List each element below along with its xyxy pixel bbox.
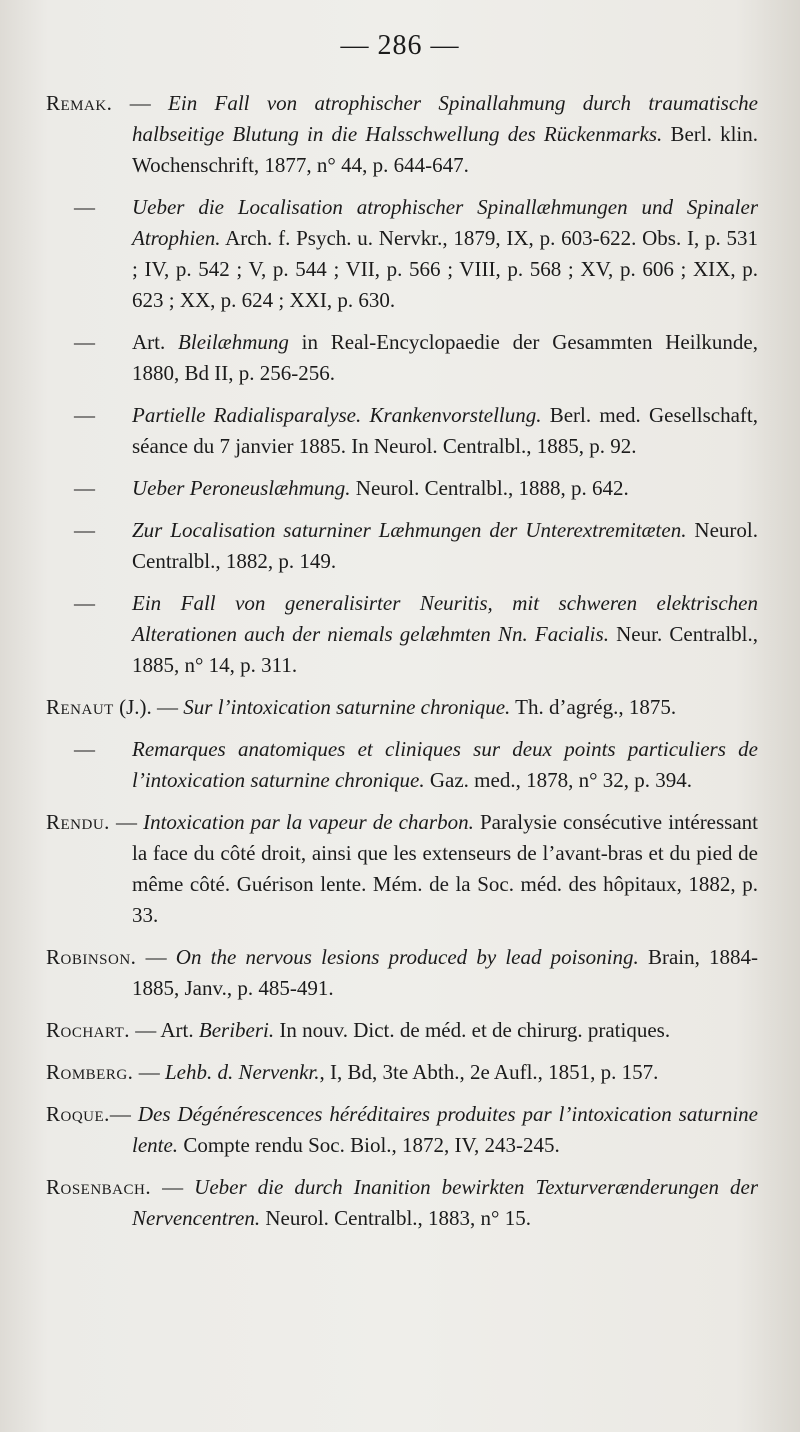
entry-title: Beriberi. xyxy=(198,1018,275,1042)
bibliography-entry xyxy=(46,400,758,462)
entry-author: Rosenbach. xyxy=(46,1175,152,1199)
entry-citation: Berl. med. Gesellschaft, séance du 7 janvier 1885. In Neurol. Centralbl., 1885, p. 92. xyxy=(132,403,758,458)
entry-prefix: Art. xyxy=(160,1018,199,1042)
entry-citation: Brain, 1884-1885, Janv., p. 485-491. xyxy=(132,945,759,1000)
entry-title: Ueber die Localisation atrophischer Spinallæhmungen und Spinaler Atrophien. xyxy=(132,195,758,250)
entry-citation: In nouv. Dict. de méd. et de chirurg. pratiques. xyxy=(274,1018,671,1042)
entry-author: Rendu. xyxy=(46,810,110,834)
entry-dash: — xyxy=(74,330,95,354)
bibliography-entry xyxy=(46,88,758,181)
bibliography-entry xyxy=(46,942,758,1004)
entry-title: Ein Fall von generalisirter Neuritis, mit schweren elektrischen Alterationen auch der niemals gelæhmten Nn. Facialis. xyxy=(132,591,758,646)
entry-title: Partielle Radialisparalyse. Krankenvorstellung. xyxy=(132,403,542,427)
entry-separator: — xyxy=(151,1175,195,1199)
bibliography-entry xyxy=(46,192,758,316)
entry-citation: in Real-Encyclopaedie der Gesammten Heilkunde, 1880, Bd II, p. 256-256. xyxy=(132,330,758,385)
entry-dash: — xyxy=(74,737,95,761)
entry-separator: — xyxy=(112,91,169,115)
entry-citation: , I, Bd, 3te Abth., 2e Aufl., 1851, p. 157. xyxy=(319,1060,659,1084)
entry-citation: Arch. f. Psych. u. Nervkr., 1879, IX, p. 603-622. Obs. I, p. 531 ; IV, p. 542 ; V, p. 544 ; VII, p. 566 ; VIII, p. 568 ; XV, p. 606 ; XIX, p. 623 ; XX, p. 624 ; XXI, p. 630. xyxy=(132,226,758,312)
entry-title: Des Dégénérescences héréditaires produites par l’intoxication saturnine lente. xyxy=(132,1102,758,1157)
entry-title: Lehb. d. Nervenkr. xyxy=(164,1060,320,1084)
page-number: — 286 — xyxy=(340,30,460,61)
entry-title: Sur l’intoxication saturnine chronique. xyxy=(183,695,511,719)
bibliography-entry xyxy=(46,515,758,577)
entry-separator: — xyxy=(109,1102,138,1126)
entry-title: Remarques anatomiques et cliniques sur deux points particuliers de l’intoxication saturnine chronique. xyxy=(132,737,758,792)
entry-author: Remak. xyxy=(46,91,113,115)
entry-citation: Paralysie consécutive intéressant la face du côté droit, ainsi que les extenseurs de l’avant-bras et du pied de même côté. Guérison lente. Mém. de la Soc. méd. des hôpitaux, 1882, p. 33. xyxy=(132,810,759,927)
entry-citation: Th. d’agrég., 1875. xyxy=(510,695,677,719)
entry-dash: — xyxy=(74,403,95,427)
entry-citation: Neurol. Centralbl., 1882, p. 149. xyxy=(132,518,758,573)
bibliography-entry xyxy=(46,807,758,931)
entry-dash: — xyxy=(74,195,95,219)
entry-author: Renaut xyxy=(46,695,114,719)
bibliography-entry xyxy=(46,588,758,681)
entry-title: On the nervous lesions produced by lead poisoning. xyxy=(175,945,639,969)
entry-author: Roque. xyxy=(46,1102,110,1126)
bibliography-entry xyxy=(46,1172,758,1234)
entry-separator: (J.). — xyxy=(113,695,184,719)
entry-title: Intoxication par la vapeur de charbon. xyxy=(143,810,474,834)
bibliography-entry xyxy=(46,1015,758,1046)
bibliography-list xyxy=(46,88,758,1245)
entry-title: Zur Localisation saturniner Læhmungen der Unterextremitæten. xyxy=(132,518,687,542)
entry-citation: Berl. klin. Wochenschrift, 1877, n° 44, p. 644-647. xyxy=(132,122,758,177)
entry-dash: — xyxy=(74,591,95,615)
entry-dash: — xyxy=(74,476,95,500)
entry-separator: — xyxy=(133,1060,165,1084)
bibliography-entry xyxy=(46,473,758,504)
entry-author: Rochart. xyxy=(46,1018,131,1042)
bibliography-entry xyxy=(46,734,758,796)
bibliography-entry xyxy=(46,692,758,723)
entry-author: Robinson. xyxy=(46,945,137,969)
entry-title: Ueber Peroneuslæhmung. xyxy=(132,476,351,500)
entry-citation: Neurol. Centralbl., 1883, n° 15. xyxy=(260,1206,531,1230)
entry-citation: Gaz. med., 1878, n° 32, p. 394. xyxy=(424,768,692,792)
entry-separator: — xyxy=(130,1018,161,1042)
bibliography-entry xyxy=(46,327,758,389)
entry-dash: — xyxy=(74,518,95,542)
entry-citation: Neur. Centralbl., 1885, n° 14, p. 311. xyxy=(132,622,759,677)
entry-prefix: Art. xyxy=(132,330,179,354)
entry-title: Bleilæhmung xyxy=(178,330,289,354)
entry-citation: Neurol. Centralbl., 1888, p. 642. xyxy=(350,476,629,500)
entry-separator: — xyxy=(136,945,176,969)
bibliography-entry xyxy=(46,1099,758,1161)
entry-title: Ueber die durch Inanition bewirkten Texturverænderungen der Nervencentren. xyxy=(132,1175,759,1230)
entry-citation: Compte rendu Soc. Biol., 1872, IV, 243-245. xyxy=(178,1133,560,1157)
bibliography-entry xyxy=(46,1057,758,1088)
entry-title: Ein Fall von atrophischer Spinallahmung durch traumatische halbseitige Blutung in die Halsschwellung des Rückenmarks. xyxy=(132,91,758,146)
entry-separator: — xyxy=(109,810,144,834)
entry-author: Romberg. xyxy=(46,1060,134,1084)
